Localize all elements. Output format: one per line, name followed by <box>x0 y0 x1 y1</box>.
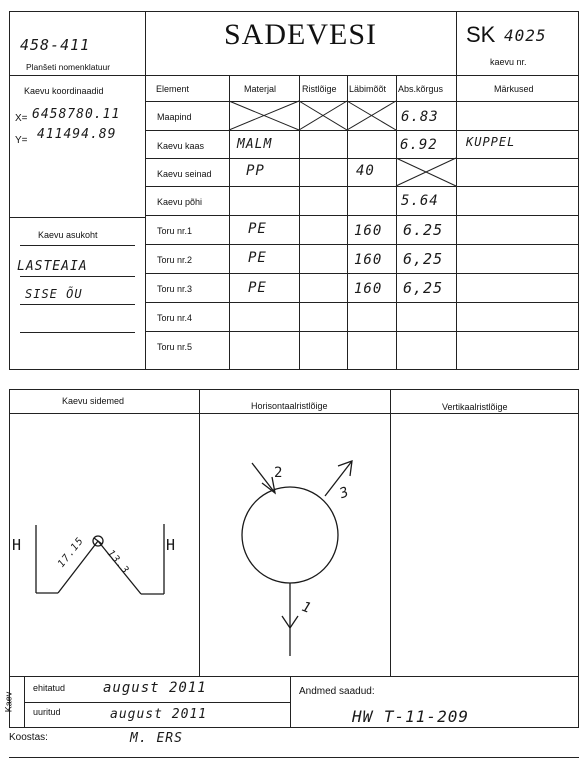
abs-value: 6.92 <box>400 137 438 153</box>
abs-value: 6.25 <box>403 221 444 239</box>
andmed-value: HW T-11-209 <box>352 707 469 726</box>
y-value: 411494.89 <box>37 127 117 142</box>
ehitatud-label: ehitatud <box>33 683 66 693</box>
col-header-ristloige: Ristlõige <box>302 84 337 94</box>
koostas-value: M. ERS <box>130 731 183 746</box>
row-element: Kaevu põhi <box>157 197 203 207</box>
labimoot-value: 160 <box>354 252 383 268</box>
materjal-value: MALM <box>237 137 273 152</box>
y-prefix: Y= <box>15 135 28 146</box>
h-left-label: H <box>12 536 23 554</box>
sketch-col-horisontaal: Horisontaalristlõige <box>251 401 328 411</box>
labimoot-value: 40 <box>356 163 375 179</box>
materjal-value: PE <box>248 280 267 296</box>
labimoot-value: 160 <box>354 223 383 239</box>
row-element: Toru nr.5 <box>157 342 193 352</box>
sketch-col-sidemed: Kaevu sidemed <box>62 396 125 406</box>
koostas-label: Koostas: <box>9 732 48 743</box>
uuritud-value: august 2011 <box>110 707 208 722</box>
ehitatud-value: august 2011 <box>103 680 207 696</box>
sk-label: kaevu nr. <box>490 57 527 67</box>
pipe1-label: 1 <box>299 598 314 618</box>
row-element: Toru nr.3 <box>157 284 193 294</box>
row-element: Toru nr.4 <box>157 313 193 323</box>
col-header-markused: Märkused <box>494 84 534 94</box>
slope-left-label: 17.15 <box>56 535 87 570</box>
abs-value: 6.83 <box>401 109 439 125</box>
nomenclature-label: Planšeti nomenklatuur <box>26 62 111 72</box>
andmed-label: Andmed saadud: <box>299 686 375 697</box>
sk-number: 4025 <box>504 26 547 45</box>
slope-right-label: 13.3 <box>104 548 132 577</box>
row-element: Maapind <box>157 112 192 122</box>
col-header-labimoot: Läbimõõt <box>349 84 387 94</box>
uuritud-label: uuritud <box>33 707 61 717</box>
location-label: Kaevu asukoht <box>38 230 98 240</box>
h-right-label: H <box>166 536 177 554</box>
abs-value: 6,25 <box>403 279 444 297</box>
row-element: Toru nr.2 <box>157 255 193 265</box>
sketch-col-vertikaal: Vertikaalristlõige <box>442 402 508 412</box>
markused-value: KUPPEL <box>466 135 516 149</box>
col-header-abs: Abs.kõrgus <box>398 84 444 94</box>
materjal-value: PE <box>248 221 267 237</box>
row-element: Toru nr.1 <box>157 226 193 236</box>
sk-prefix: SK <box>466 22 496 47</box>
coordinates-label: Kaevu koordinaadid <box>24 86 104 96</box>
pipe3-label: 3 <box>337 483 352 503</box>
pipe2-label: 2 <box>274 465 284 481</box>
page-title: SADEVESI <box>223 18 377 51</box>
col-header-materjal: Materjal <box>244 84 277 94</box>
nomenclature-value: 458-411 <box>20 36 91 54</box>
location-line2: SISE ÕU <box>25 287 83 301</box>
x-value: 6458780.11 <box>32 107 121 122</box>
abs-value: 5.64 <box>401 193 439 209</box>
row-element: Kaevu kaas <box>157 141 205 151</box>
labimoot-value: 160 <box>354 281 383 297</box>
abs-value: 6,25 <box>403 250 444 268</box>
location-line1: LASTEAIA <box>17 259 88 274</box>
col-header-element: Element <box>156 84 190 94</box>
materjal-value: PP <box>246 163 265 179</box>
kaev-label: Kaev <box>3 691 14 713</box>
x-prefix: X= <box>15 113 28 124</box>
row-element: Kaevu seinad <box>157 169 212 179</box>
materjal-value: PE <box>248 250 267 266</box>
